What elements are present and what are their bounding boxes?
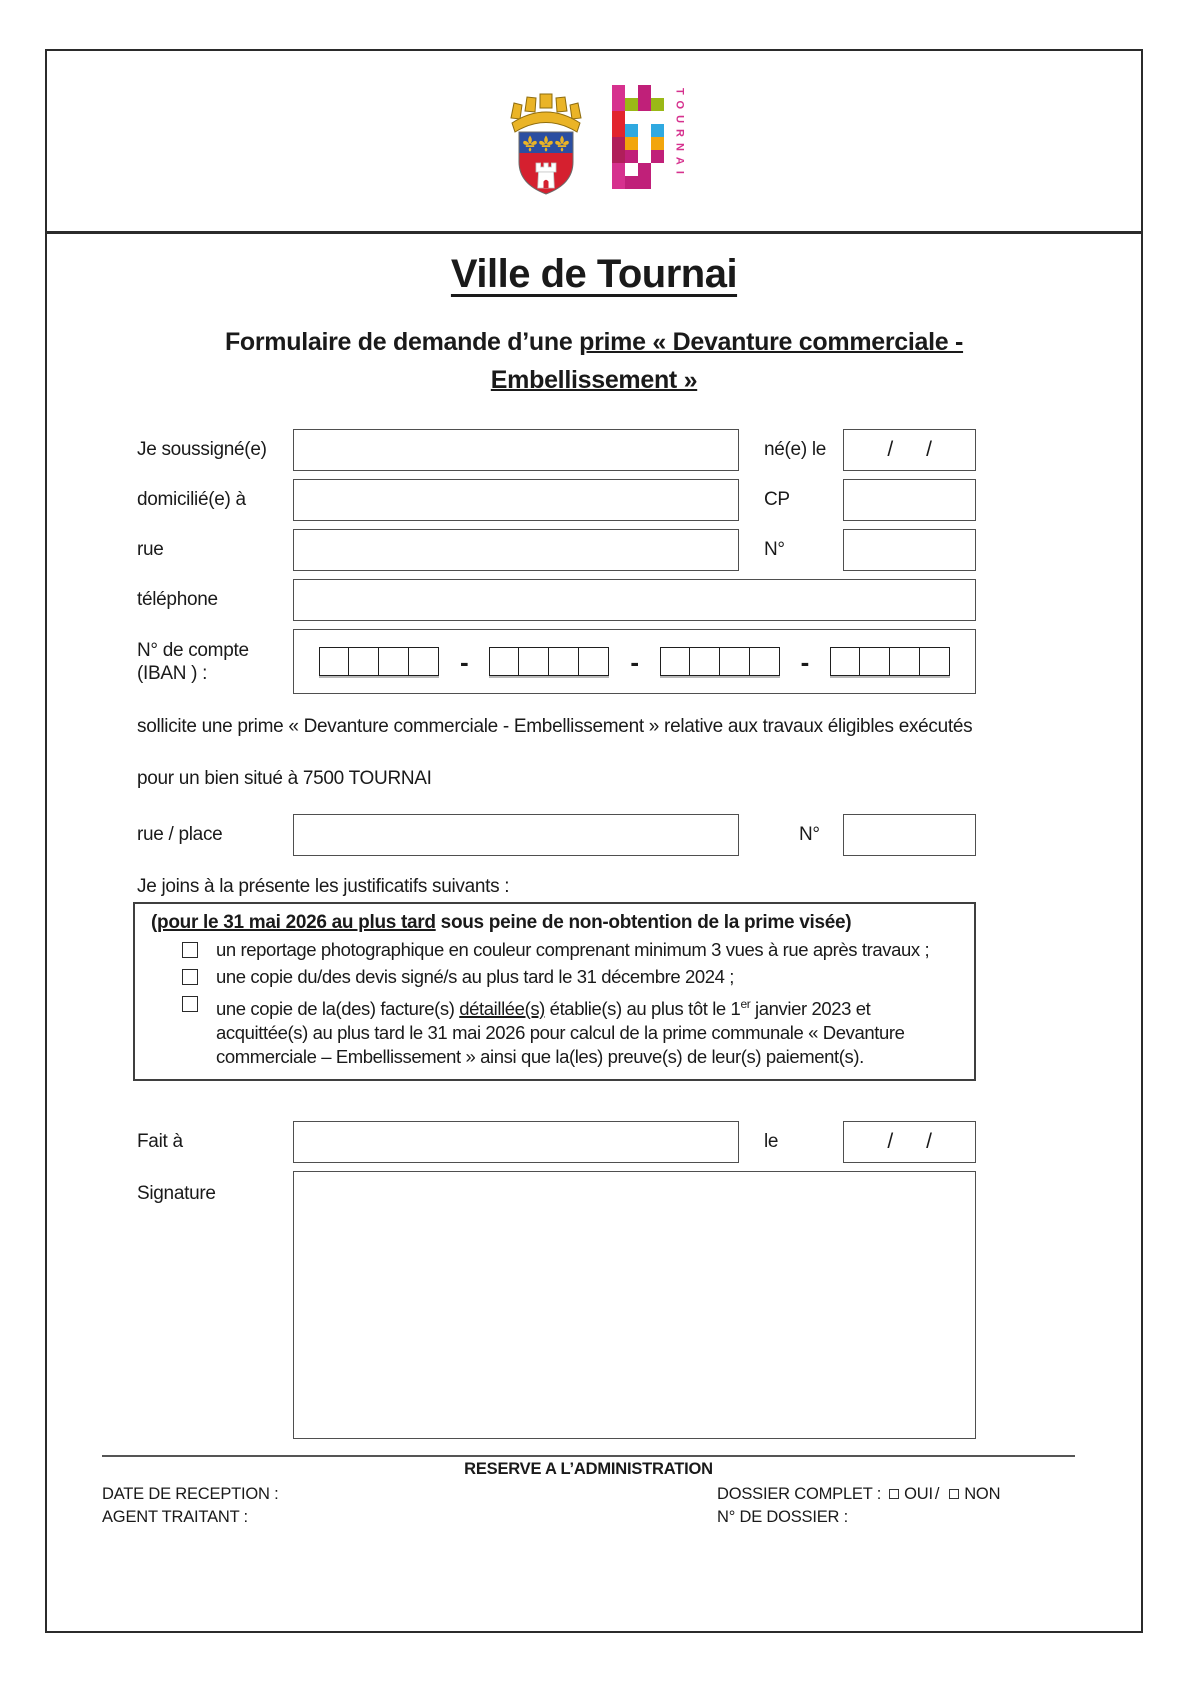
tower-icon	[536, 163, 556, 188]
mosaic-cell	[612, 163, 625, 176]
mosaic-cell	[612, 150, 625, 163]
fait-a-input[interactable]	[293, 1121, 739, 1163]
admin-right-column	[717, 1483, 1000, 1529]
checklist-item	[182, 938, 960, 962]
iban-cell[interactable]	[379, 647, 409, 676]
birthdate-input[interactable]: / /	[843, 429, 976, 471]
date-input[interactable]: / /	[843, 1121, 976, 1163]
date-reception-label: DATE DE RECEPTION :	[102, 1485, 279, 1504]
dossier-complet-line	[717, 1483, 1000, 1506]
iban-group	[489, 647, 609, 676]
iban-cell[interactable]	[830, 647, 860, 676]
mosaic-cell	[625, 150, 638, 163]
identity-section	[47, 429, 1141, 694]
iban-cell[interactable]	[920, 647, 950, 676]
checklist-item-text	[216, 992, 936, 1069]
oui-label: OUI	[904, 1485, 933, 1504]
mosaic-cell	[625, 111, 638, 124]
iban-group	[319, 647, 439, 676]
iban-label-line2: (IBAN ) :	[137, 662, 208, 684]
signature-area[interactable]	[293, 1171, 976, 1439]
tournai-mosaic-logo	[612, 85, 689, 197]
signature-label: Signature	[137, 1183, 216, 1205]
mosaic-cell	[625, 176, 638, 189]
admin-section	[47, 1455, 1141, 1529]
non-checkbox[interactable]	[949, 1489, 959, 1499]
page-title: Ville de Tournai	[450, 252, 738, 296]
street-number-input[interactable]	[843, 529, 976, 571]
iban-cell[interactable]	[860, 647, 890, 676]
checkbox-icon[interactable]	[182, 969, 198, 985]
admin-section-title: RESERVE A L’ADMINISTRATION	[464, 1460, 713, 1479]
sollicite-text: sollicite une prime « Devanture commerciale - Embellissement » relative aux travaux éligibles exécutés	[137, 716, 973, 737]
iban-cell[interactable]	[519, 647, 549, 676]
subtitle-underlined-line2: Embellissement »	[490, 366, 698, 394]
fleur-de-lis-icons	[523, 136, 569, 152]
row-rue	[137, 529, 1141, 571]
facture-post: janvier 2023 et acquittée(s) au plus tard le 31 mai 2026 pour calcul de la prime communale « Devanture commerciale – Embellissement » ainsi que la(les) preuve(s) de leur(s) paiement(s).	[216, 998, 905, 1068]
facture-mid: établie(s) au plus tôt le 1	[544, 998, 741, 1020]
mosaic-cell	[638, 98, 651, 111]
iban-cell[interactable]	[319, 647, 349, 676]
mosaic-cell	[625, 163, 638, 176]
page-border	[45, 49, 1143, 1633]
rue-place-label: rue / place	[137, 824, 223, 845]
checkbox-icon[interactable]	[182, 996, 198, 1012]
street-input[interactable]	[293, 529, 739, 571]
cp-input[interactable]	[843, 479, 976, 521]
telephone-input[interactable]	[293, 579, 976, 621]
iban-cell[interactable]	[489, 647, 519, 676]
tournai-mosaic-wordmark: TOURNAI	[673, 88, 686, 180]
iban-cell[interactable]	[579, 647, 609, 676]
checkbox-icon[interactable]	[182, 942, 198, 958]
mosaic-cell	[638, 150, 651, 163]
mosaic-cell	[638, 85, 651, 98]
iban-cell[interactable]	[549, 647, 579, 676]
le-label: le	[764, 1131, 779, 1153]
iban-cells	[319, 647, 950, 676]
admin-divider	[102, 1455, 1075, 1457]
row-soussigne	[137, 429, 1141, 471]
iban-input[interactable]	[293, 629, 976, 694]
row-telephone	[137, 579, 1141, 621]
mosaic-cell	[651, 150, 664, 163]
iban-label-line1: N° de compte	[137, 639, 249, 661]
row-fait-a	[137, 1121, 1141, 1163]
row-rue-place	[137, 814, 1141, 856]
iban-cell[interactable]	[349, 647, 379, 676]
cp-label: CP	[764, 489, 790, 510]
mosaic-cell	[625, 124, 638, 137]
mosaic-cell	[651, 137, 664, 150]
tournai-mosaic-grid	[612, 85, 664, 189]
deadline-rest: sous peine de non-obtention de la prime visée)	[435, 912, 852, 933]
rue-label: rue	[137, 539, 164, 560]
mosaic-cell	[612, 137, 625, 150]
iban-separator: -	[630, 646, 639, 677]
mosaic-cell	[612, 98, 625, 111]
checklist-item-text: une copie du/des devis signé/s au plus tard le 31 décembre 2024 ;	[216, 966, 735, 987]
mosaic-cell	[651, 98, 664, 111]
facture-superscript: er	[740, 997, 751, 1011]
subtitle-prefix: Formulaire de demande d’une	[224, 328, 580, 356]
bien-situe-text: pour un bien situé à 7500 TOURNAI	[137, 768, 432, 789]
mosaic-cell	[651, 163, 664, 176]
mosaic-cell	[638, 124, 651, 137]
mosaic-cell	[638, 137, 651, 150]
ne-le-label: né(e) le	[764, 439, 827, 460]
admin-left-column	[102, 1483, 717, 1529]
soussigne-label: Je soussigné(e)	[137, 439, 267, 460]
iban-cell[interactable]	[690, 647, 720, 676]
facture-pre: une copie de la(des) facture(s)	[216, 998, 460, 1020]
subtitle-underlined-line1: prime « Devanture commerciale -	[579, 328, 964, 356]
property-street-input[interactable]	[293, 814, 739, 856]
deadline-underlined: (pour le 31 mai 2026 au plus tard	[151, 912, 436, 933]
justificatifs-box	[133, 902, 976, 1081]
no-label: N°	[764, 539, 785, 560]
iban-separator: -	[800, 646, 810, 677]
mosaic-cell	[638, 163, 651, 176]
facture-underlined: détaillée(s)	[459, 998, 545, 1020]
admin-grid	[47, 1483, 1141, 1529]
mosaic-cell	[612, 124, 625, 137]
iban-group	[660, 647, 780, 676]
tournai-coat-of-arms-logo	[500, 85, 592, 197]
mosaic-cell	[612, 85, 625, 98]
mosaic-cell	[612, 111, 625, 124]
city-input[interactable]	[293, 479, 739, 521]
numero-dossier-label: N° DE DOSSIER :	[717, 1508, 849, 1527]
checklist-item	[182, 992, 960, 1069]
mosaic-cell	[651, 176, 664, 189]
iban-cell[interactable]	[409, 647, 439, 676]
iban-cell[interactable]	[660, 647, 690, 676]
oui-checkbox[interactable]	[889, 1489, 899, 1499]
iban-cell[interactable]	[890, 647, 920, 676]
name-input[interactable]	[293, 429, 739, 471]
property-number-input[interactable]	[843, 814, 976, 856]
checklist-item-text: un reportage photographique en couleur comprenant minimum 3 vues à rue après travaux ;	[216, 939, 930, 960]
row-domicilie	[137, 479, 1141, 521]
dossier-complet-label: DOSSIER COMPLET :	[717, 1485, 882, 1504]
iban-cell[interactable]	[720, 647, 750, 676]
deadline-header	[151, 910, 960, 935]
header	[47, 51, 1141, 234]
checklist-item	[182, 965, 960, 989]
mosaic-cell	[638, 176, 651, 189]
row-iban	[137, 629, 1141, 694]
mosaic-cell	[651, 85, 664, 98]
iban-group	[830, 647, 950, 676]
mosaic-cell	[625, 85, 638, 98]
iban-separator: -	[459, 646, 469, 677]
fait-a-label: Fait à	[137, 1131, 183, 1153]
mosaic-cell	[625, 98, 638, 111]
joins-text: Je joins à la présente les justificatifs suivants :	[137, 876, 510, 897]
oui-non-separator: /	[934, 1485, 940, 1504]
mosaic-cell	[612, 176, 625, 189]
property-no-label: N°	[799, 824, 820, 845]
mosaic-cell	[651, 124, 664, 137]
telephone-label: téléphone	[137, 589, 218, 610]
mural-crown-icon	[511, 94, 581, 132]
non-label: NON	[964, 1485, 1001, 1504]
mosaic-cell	[638, 111, 651, 124]
mosaic-cell	[625, 137, 638, 150]
iban-label	[137, 639, 293, 685]
row-signature	[137, 1171, 1141, 1439]
iban-cell[interactable]	[750, 647, 780, 676]
form-subtitle	[47, 323, 1141, 399]
domicilie-label: domicilié(e) à	[137, 489, 246, 510]
agent-traitant-label: AGENT TRAITANT :	[102, 1508, 248, 1527]
mosaic-cell	[651, 111, 664, 124]
